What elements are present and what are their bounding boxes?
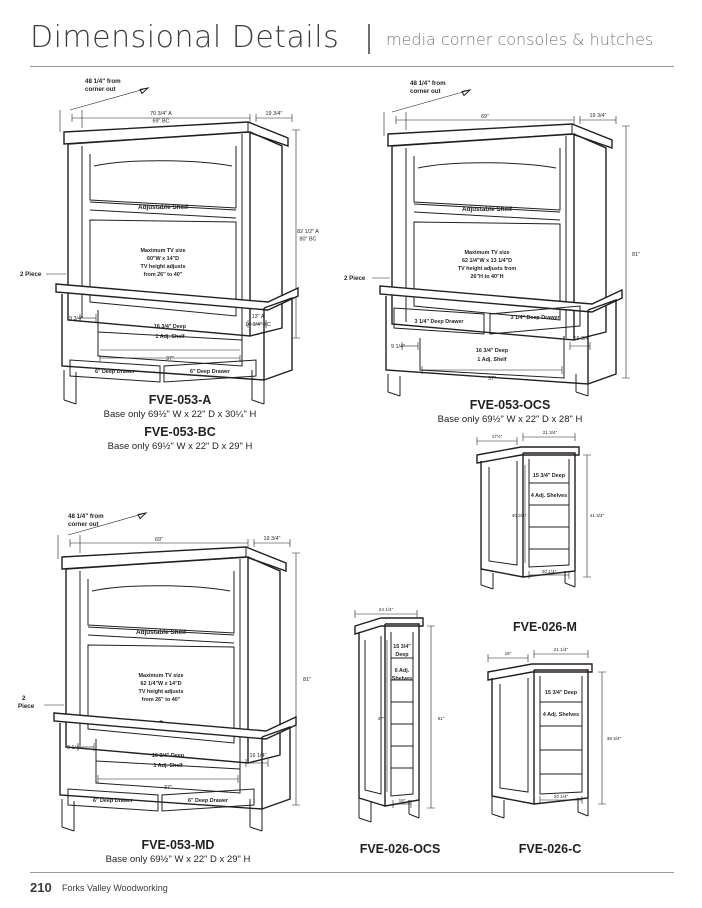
svg-text:4 Adj. Shelves: 4 Adj. Shelves — [542, 712, 580, 718]
svg-text:Adjustable Shelf: Adjustable Shelf — [461, 206, 513, 213]
svg-text:70 3/4" A: 70 3/4" A — [150, 111, 172, 117]
caption-name: FVE-053-A — [148, 393, 212, 407]
svg-text:69": 69" — [155, 537, 163, 543]
svg-text:16 3/4": 16 3/4" — [573, 336, 591, 342]
caption-name-2: FVE-053-BC — [144, 425, 216, 439]
caption-name: FVE-026-M — [513, 620, 577, 634]
svg-text:15 3/4" Deep: 15 3/4" Deep — [532, 473, 566, 479]
svg-text:TV height adjusts from: TV height adjusts from — [457, 266, 517, 272]
figure-fve-026-m — [455, 425, 635, 605]
svg-text:19 3/4": 19 3/4" — [263, 536, 281, 542]
svg-text:9 3/4": 9 3/4" — [69, 316, 83, 322]
svg-text:80" BC: 80" BC — [299, 236, 317, 243]
svg-text:19 3/4": 19 3/4" — [265, 111, 283, 117]
svg-text:60"W x 14"D: 60"W x 14"D — [146, 256, 180, 262]
svg-text:1 Adj. Shelf: 1 Adj. Shelf — [153, 763, 183, 769]
caption-size: Base only 69½" W x 22" D x 29" H — [105, 854, 251, 865]
svg-text:2: 2 — [22, 695, 26, 702]
svg-text:69" BC: 69" BC — [152, 118, 170, 125]
svg-text:19": 19" — [398, 798, 406, 803]
figure-fve-053-a — [20, 70, 340, 390]
fig3-corner-note-line2: corner out — [68, 521, 99, 528]
caption-name: FVE-053-MD — [141, 838, 215, 852]
footer-rule — [30, 872, 674, 873]
svg-text:Adjustable Shelf: Adjustable Shelf — [137, 204, 189, 211]
svg-text:61": 61" — [437, 716, 445, 721]
svg-text:1 Adj. Shelf: 1 Adj. Shelf — [155, 334, 185, 340]
page-header — [30, 18, 674, 62]
svg-text:62 1/4"W x 14"D: 62 1/4"W x 14"D — [140, 681, 182, 687]
svg-text:16 3/4" Deep: 16 3/4" Deep — [151, 753, 185, 759]
svg-text:from 26" to 40": from 26" to 40" — [141, 697, 181, 703]
fig1-corner-note — [85, 78, 121, 94]
svg-text:9 1/4": 9 1/4" — [391, 344, 405, 350]
fig2-corner-note-line1: 48 1/4" from — [410, 80, 446, 87]
svg-text:9 1/4": 9 1/4" — [67, 745, 81, 751]
svg-text:1 Adj. Shelf: 1 Adj. Shelf — [477, 357, 507, 363]
page-title: Dimensional Details — [30, 20, 340, 55]
svg-text:81": 81" — [303, 677, 311, 683]
fig2-corner-note — [410, 80, 446, 96]
fig3-corner-note — [68, 513, 104, 529]
svg-text:20 1/4": 20 1/4" — [553, 794, 569, 799]
caption-fve-053-a — [30, 393, 330, 453]
figure-fve-026-ocs — [335, 600, 475, 840]
svg-text:Shelves: Shelves — [391, 676, 413, 682]
svg-text:3 1/4" Deep Drawer: 3 1/4" Deep Drawer — [414, 319, 464, 325]
svg-text:69": 69" — [481, 114, 489, 120]
fig2-corner-note-line2: corner out — [410, 88, 441, 95]
svg-text:62 1/4"W x 13 1/4"D: 62 1/4"W x 13 1/4"D — [461, 258, 513, 264]
svg-text:6 Adj.: 6 Adj. — [394, 668, 410, 674]
caption-size: Base only 69½" W x 22" D x 30¼" H — [103, 409, 257, 420]
svg-text:6" Deep Drawer: 6" Deep Drawer — [187, 798, 229, 804]
svg-text:24 1/4": 24 1/4" — [378, 607, 394, 612]
svg-text:37": 37" — [166, 356, 174, 362]
svg-text:Maximum TV size: Maximum TV size — [140, 248, 186, 254]
svg-text:15 3/4": 15 3/4" — [393, 644, 411, 650]
fig1-corner-note-line2: corner out — [85, 86, 116, 93]
svg-text:2 Piece: 2 Piece — [344, 275, 366, 282]
header-rule — [30, 66, 674, 67]
svg-text:from 26" to 40": from 26" to 40" — [143, 272, 183, 278]
svg-text:16 3/4" Deep: 16 3/4" Deep — [153, 324, 187, 330]
caption-size: Base only 69½" W x 22" D x 28" H — [437, 414, 583, 425]
svg-text:TV height adjusts: TV height adjusts — [138, 689, 184, 695]
svg-text:18": 18" — [504, 651, 512, 656]
svg-text:14 3/4" BC: 14 3/4" BC — [245, 322, 271, 328]
fig1-corner-note-line1: 48 1/4" from — [85, 78, 121, 85]
header-divider — [368, 24, 370, 54]
svg-text:82 1/2" A: 82 1/2" A — [297, 229, 319, 235]
svg-text:6" Deep Drawer: 6" Deep Drawer — [189, 369, 231, 375]
svg-text:4 Adj. Shelves: 4 Adj. Shelves — [530, 493, 568, 499]
svg-text:41 3/4": 41 3/4" — [589, 513, 605, 518]
svg-text:20 1/4": 20 1/4" — [541, 569, 557, 574]
svg-text:6" Deep Drawer: 6" Deep Drawer — [94, 369, 136, 375]
svg-text:Piece: Piece — [18, 703, 35, 710]
svg-text:2 Piece: 2 Piece — [20, 271, 42, 278]
caption-name: FVE-026-OCS — [359, 842, 441, 856]
svg-text:37": 37" — [488, 376, 496, 382]
caption-name: FVE-026-C — [518, 842, 582, 856]
figure-fve-026-c — [470, 640, 650, 840]
svg-text:16 3/4" Deep: 16 3/4" Deep — [475, 348, 509, 354]
svg-text:Adjustable Shelf: Adjustable Shelf — [135, 629, 187, 636]
footer-company: Forks Valley Woodworking — [62, 883, 168, 893]
svg-text:47": 47" — [377, 716, 385, 721]
page-subtitle: media corner consoles & hutches — [386, 30, 654, 49]
svg-text:Maximum TV size: Maximum TV size — [464, 250, 510, 256]
caption-fve-026-c — [450, 842, 650, 857]
caption-fve-053-md — [38, 838, 318, 866]
svg-text:40 3/4": 40 3/4" — [511, 513, 527, 518]
svg-text:37": 37" — [164, 785, 172, 791]
svg-text:6" Deep Drawer: 6" Deep Drawer — [92, 798, 134, 804]
fig3-corner-note-line1: 48 1/4" from — [68, 513, 104, 520]
figure-fve-053-ocs — [344, 70, 670, 400]
svg-text:38 3/4": 38 3/4" — [606, 736, 622, 741]
svg-text:19 3/4": 19 3/4" — [589, 113, 607, 119]
svg-text:81": 81" — [632, 252, 640, 258]
svg-text:15 3/4" Deep: 15 3/4" Deep — [544, 690, 578, 696]
svg-text:21 3/4": 21 3/4" — [542, 430, 558, 435]
svg-text:Deep: Deep — [395, 652, 409, 658]
caption-size-2: Base only 69½" W x 22" D x 29" H — [107, 441, 253, 452]
svg-text:13" A: 13" A — [251, 314, 265, 320]
footer-page-number: 210 — [30, 880, 52, 895]
svg-text:TV height adjusts: TV height adjusts — [140, 264, 186, 270]
caption-fve-053-ocs — [390, 398, 630, 426]
svg-text:21 1/4": 21 1/4" — [553, 647, 569, 652]
svg-text:26"H to 40"H: 26"H to 40"H — [470, 274, 504, 280]
svg-text:3 1/4" Deep Drawer: 3 1/4" Deep Drawer — [510, 315, 560, 321]
caption-fve-026-m — [445, 620, 645, 635]
svg-text:Maximum TV size: Maximum TV size — [138, 673, 184, 679]
figure-fve-053-md — [20, 495, 340, 835]
caption-name: FVE-053-OCS — [469, 398, 551, 412]
svg-text:16 1/4": 16 1/4" — [249, 753, 267, 759]
svg-text:17½": 17½" — [491, 434, 503, 439]
